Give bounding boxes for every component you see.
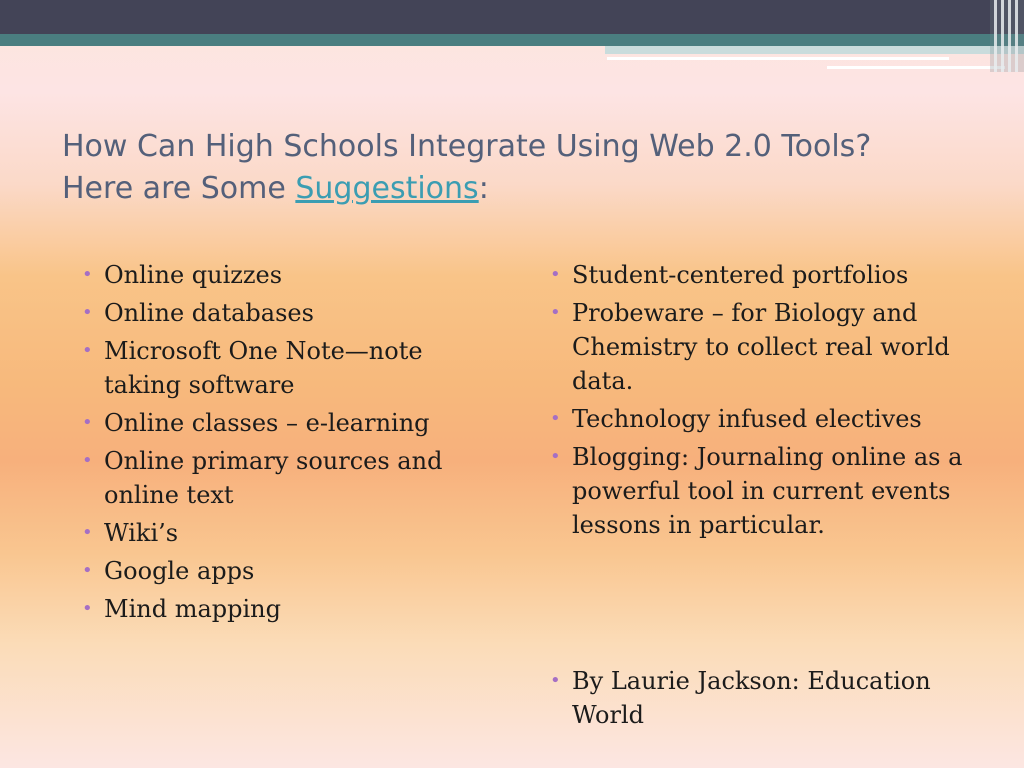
top-dark-bar <box>0 0 1024 34</box>
white-accent-line-short <box>827 66 1005 69</box>
bullet-icon: • <box>550 264 561 285</box>
bullet-icon: • <box>82 264 93 285</box>
list-item <box>72 406 482 440</box>
bullet-icon: • <box>82 302 93 323</box>
bullet-icon: • <box>550 446 561 467</box>
corner-stripe <box>1001 0 1004 72</box>
list-item <box>72 554 482 588</box>
teal-accent-bar <box>0 34 1024 46</box>
list-item-text: Student-centered portfolios <box>572 261 909 289</box>
corner-stripe <box>1015 0 1018 72</box>
list-item-text: Wiki’s <box>104 519 179 547</box>
corner-stripe <box>1008 0 1011 72</box>
title-line-1: How Can High Schools Integrate Using Web 2.0 Tools? <box>62 129 872 164</box>
list-item-text: Microsoft One Note—note taking software <box>104 337 423 399</box>
list-item-text: Mind mapping <box>104 595 281 623</box>
list-item <box>72 334 482 402</box>
list-item-text: Probeware – for Biology and Chemistry to collect real world data. <box>572 299 950 395</box>
slide-title <box>62 126 962 210</box>
right-bullet-list <box>540 258 980 546</box>
list-item-text: Online primary sources and online text <box>104 447 443 509</box>
title-line-2-prefix: Here are Some <box>62 171 296 206</box>
bullet-icon: • <box>550 302 561 323</box>
list-item <box>72 296 482 330</box>
suggestions-link[interactable]: Suggestions <box>295 171 479 206</box>
list-item <box>540 440 980 542</box>
bullet-icon: • <box>82 412 93 433</box>
list-item-text: Online databases <box>104 299 314 327</box>
list-item <box>72 258 482 292</box>
corner-stripe <box>994 0 997 72</box>
bullet-icon: • <box>82 598 93 619</box>
list-item <box>72 592 482 626</box>
list-item <box>540 296 980 398</box>
bullet-icon: • <box>550 408 561 429</box>
list-item <box>72 516 482 550</box>
bullet-icon: • <box>82 522 93 543</box>
credit-item <box>540 664 980 732</box>
credit-text: By Laurie Jackson: Education World <box>572 667 931 729</box>
list-item <box>540 402 980 436</box>
light-accent-bar <box>605 46 1024 54</box>
bullet-icon: • <box>82 450 93 471</box>
list-item-text: Online quizzes <box>104 261 283 289</box>
list-item <box>540 258 980 292</box>
list-item-text: Online classes – e-learning <box>104 409 430 437</box>
white-accent-line <box>607 57 949 60</box>
bullet-icon: • <box>82 560 93 581</box>
list-item-text: Blogging: Journaling online as a powerful tool in current events lessons in particular. <box>572 443 963 539</box>
credit-list <box>540 664 980 736</box>
bullet-icon: • <box>82 340 93 361</box>
bullet-icon: • <box>550 670 561 691</box>
title-colon: : <box>478 171 489 206</box>
list-item-text: Technology infused electives <box>572 405 922 433</box>
list-item-text: Google apps <box>104 557 255 585</box>
left-bullet-list <box>72 258 482 630</box>
list-item <box>72 444 482 512</box>
